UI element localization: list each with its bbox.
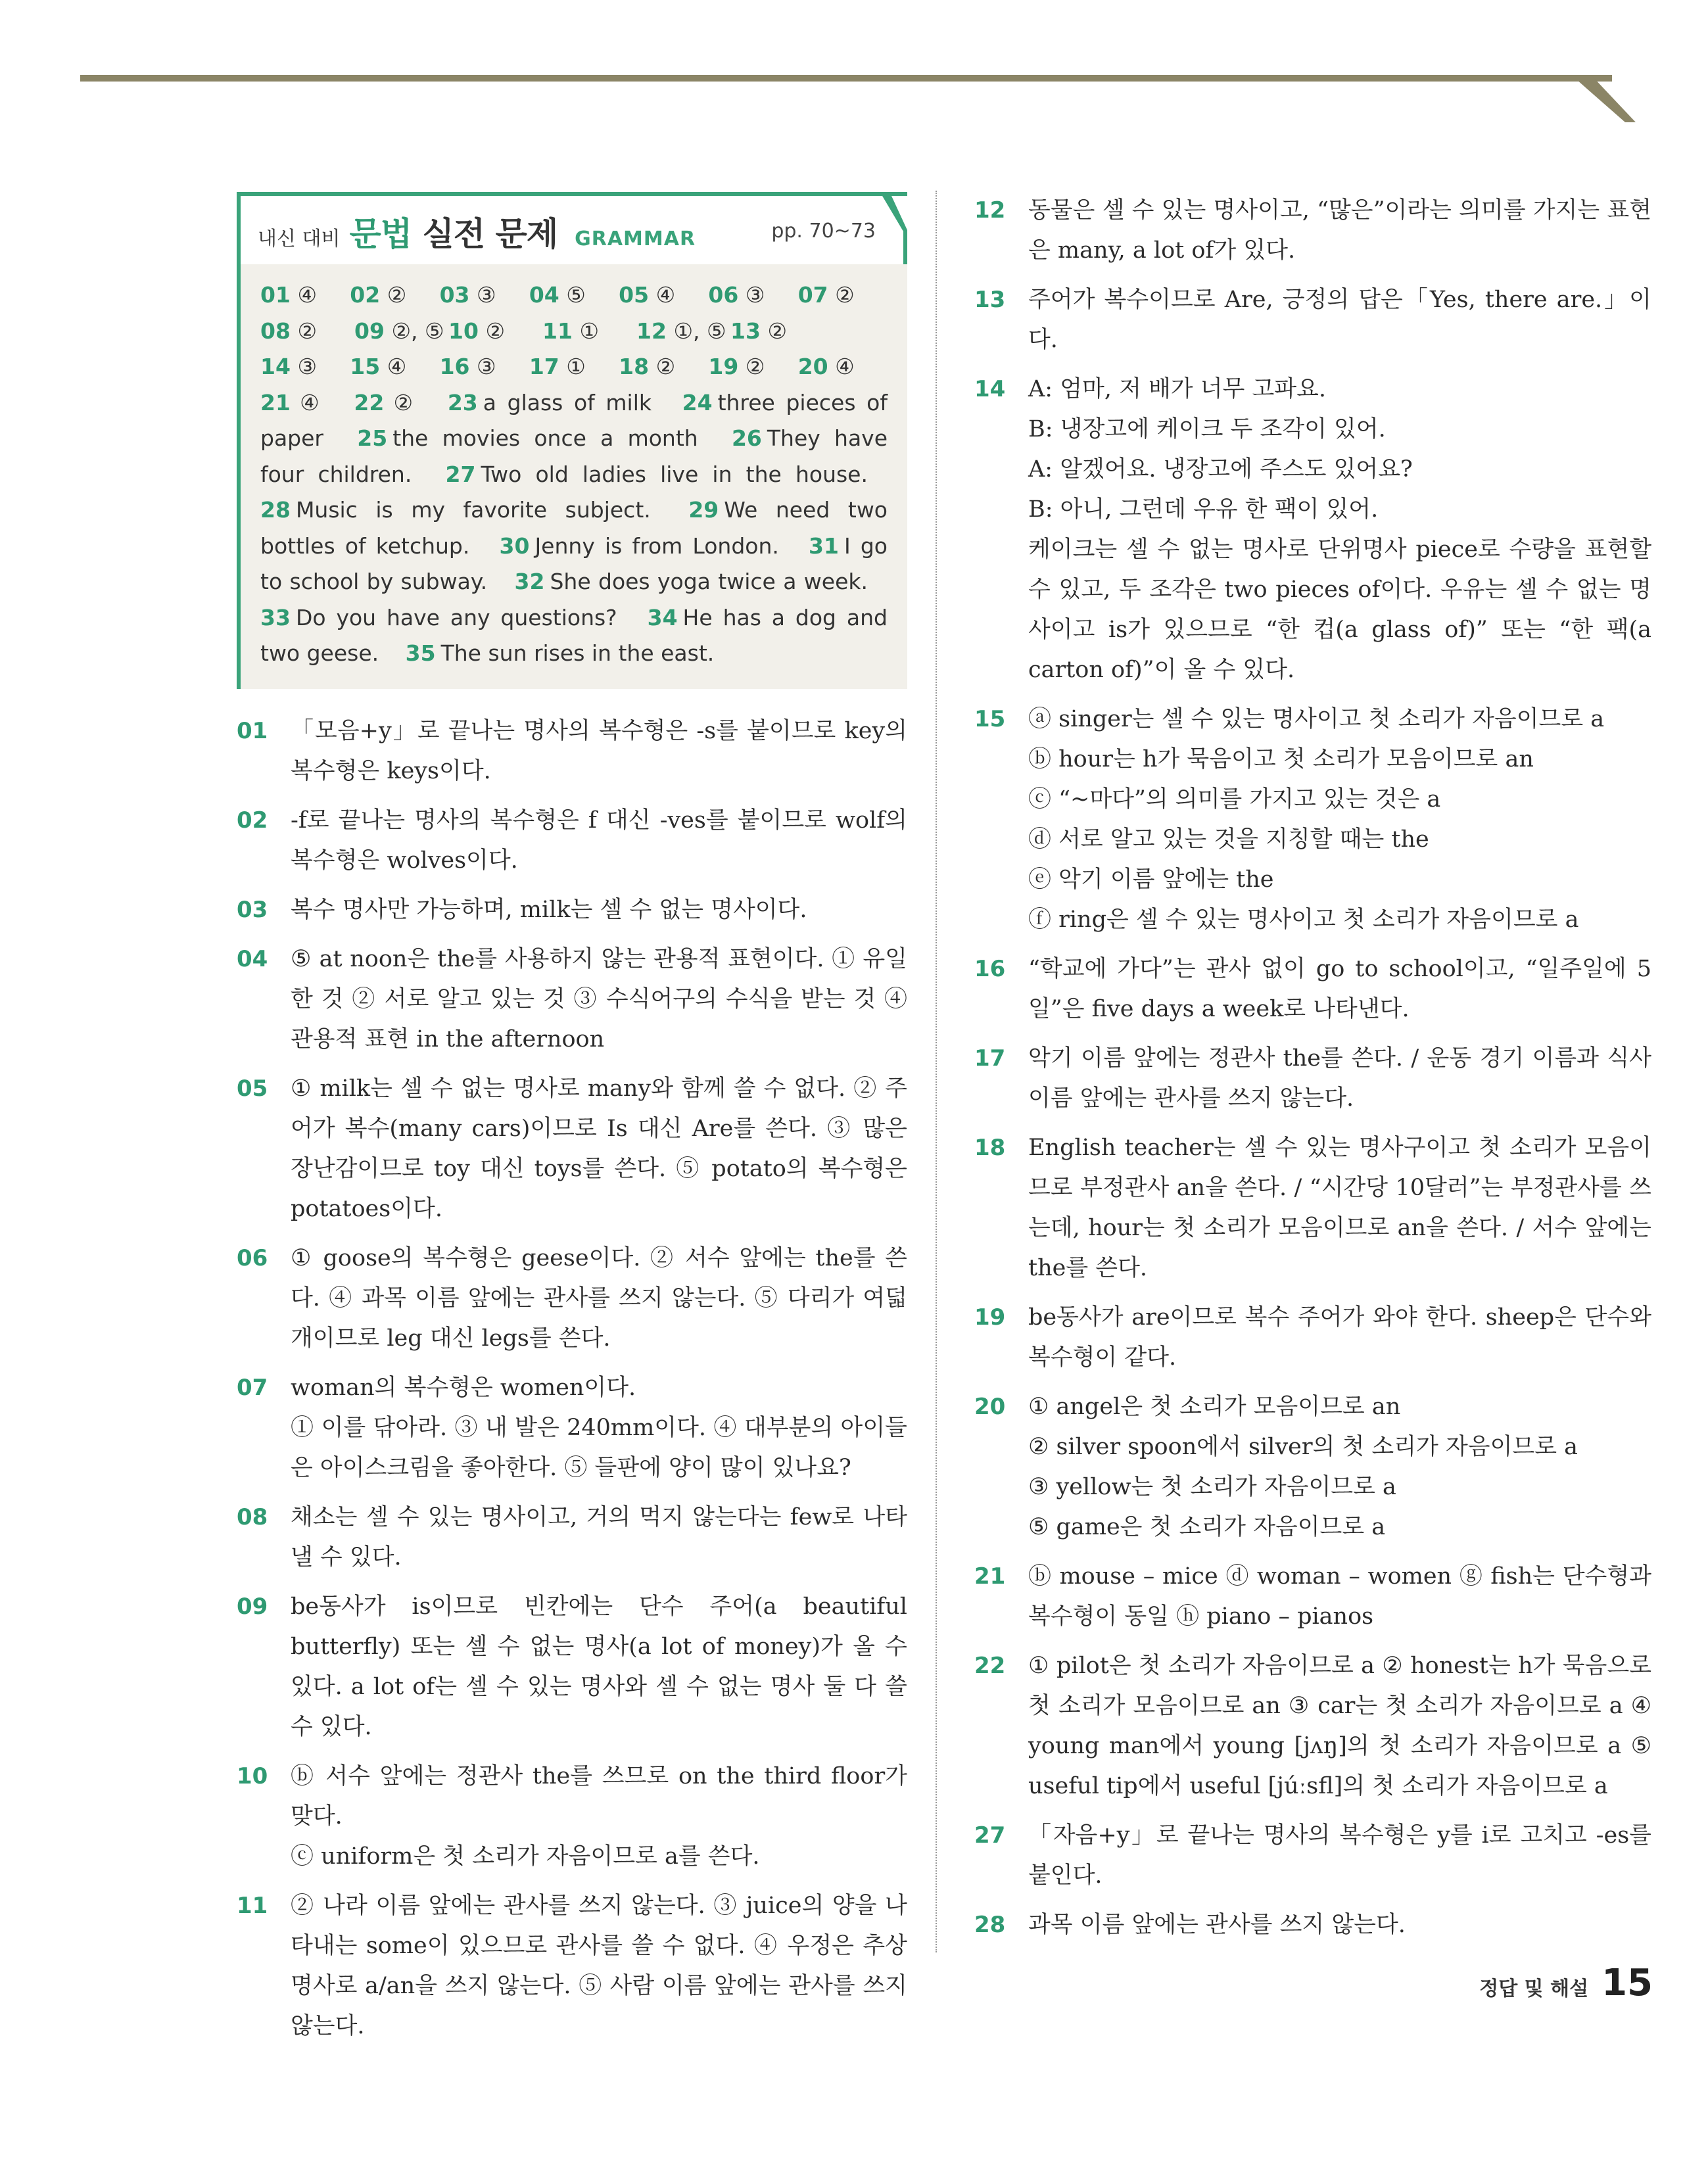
answer-item [529,349,619,385]
answer-number: 19 [708,354,739,379]
answer-number: 34 [647,604,678,630]
answer-value: ② [389,389,417,415]
answer-value: ② [485,318,506,344]
explanation-line: be동사가 are이므로 복수 주어가 와야 한다. sheep은 단수와 복수형이 같다. [1028,1304,1651,1371]
explanation-line: 케이크는 셀 수 없는 명사로 단위명사 piece로 수량을 표현할 수 있고, 두 조각은 two pieces of이다. 우유는 셀 수 없는 명사이고 is가 있으므로 “한 컵(a glass of)” 또는 “한 팩(a carton of)”이 올 수 있다. [1028,536,1651,683]
explanation-number: 19 [974,1304,1006,1331]
answer-number: 15 [350,354,381,379]
answer-number: 08 [260,318,291,344]
answer-number: 20 [797,354,828,379]
answer-value: They have four children. [260,425,888,487]
explanation-line: ⓒ uniform은 첫 소리가 자음이므로 a를 쓴다. [291,1843,760,1870]
explanation-number: 27 [974,1822,1006,1849]
answer-key-box [237,192,907,689]
explanation-number: 05 [237,1075,268,1102]
answer-value: ④ [297,282,318,308]
explanation-item [974,369,1651,690]
explanation-item [237,1757,907,1877]
explanation-item [237,1239,907,1359]
answer-value: She does yoga twice a week. [550,569,868,594]
answer-number: 14 [260,354,291,379]
answer-number: 10 [448,318,479,344]
top-rule-corner [0,0,1708,131]
header-pages: pp. 70~73 [771,220,876,243]
answer-value: ②, ⑤ [391,318,444,344]
header-corner [882,196,909,264]
answer-number: 13 [730,318,761,344]
answer-value: a glass of milk [483,389,652,415]
explanation-line: ⑤ at noon은 the를 사용하지 않는 관용적 표현이다. ① 유일한 것 ② 서로 알고 있는 것 ③ 수식어구의 수식을 받는 것 ④ 관용적 표현 in the afternoon [291,945,907,1052]
answer-item [636,314,730,350]
answer-value: ④ [295,389,323,415]
answer-number: 12 [636,318,667,344]
explanation-number: 13 [974,287,1006,313]
answer-value: ② [745,354,765,379]
answer-item [350,277,439,314]
explanation-item [237,801,907,881]
explanation-line: -f로 끝나는 명사의 복수형은 f 대신 -ves를 붙이므로 wolf의 복수형은 wolves이다. [291,807,907,874]
explanation-line: ① pilot은 첫 소리가 자음이므로 a ② honest는 h가 묵음으로 첫 소리가 모음이므로 an ③ car는 첫 소리가 자음이므로 a ④ young man에서 young [jʌŋ]의 첫 소리가 자음이므로 a ⑤ useful tip에서 useful [júːsfl]의 첫 소리가 자음이므로 a [1028,1653,1651,1799]
answer-item [350,349,439,385]
explanation-line: ① milk는 셀 수 없는 명사로 many와 함께 쓸 수 없다. ② 주어가 복수(many cars)이므로 Is 대신 Are를 쓴다. ③ 많은 장난감이므로 toy 대신 toys를 쓴다. ⑤ potato의 복수형은 potatoes이다. [291,1075,907,1222]
explanation-line: be동사가 is이므로 빈칸에는 단수 주어(a beautiful butterfly) 또는 셀 수 없는 명사(a lot of money)가 올 수 있다. a lot of는 셀 수 있는 명사와 셀 수 없는 명사 둘 다 쓸 수 있다. [291,1593,907,1740]
explanation-line: A: 엄마, 저 배가 너무 고파요. [1028,376,1327,402]
answer-item [708,349,797,385]
answer-number: 26 [731,425,762,451]
explanation-number: 12 [974,197,1006,224]
right-column [974,191,1651,1954]
explanation-item [237,1498,907,1578]
explanation-item [237,1069,907,1229]
answer-value: the movies once a month [392,425,698,451]
answer-number: 35 [405,640,436,666]
explanation-line: ⓑ mouse – mice ⓓ woman – women ⓖ fish는 단수형과 복수형이 동일 ⓗ piano – pianos [1028,1563,1651,1630]
explanation-line: 채소는 셀 수 있는 명사이고, 거의 먹지 않는다는 few로 나타낼 수 있다. [291,1503,907,1571]
answer-number: 21 [260,389,291,415]
answer-number: 31 [809,532,839,559]
answer-value: ① [579,318,600,344]
answer-value: Do you have any questions? [295,604,617,630]
explanation-item [237,890,907,930]
header-small-label: 내신 대비 [258,227,341,250]
answer-value: ③ [477,282,496,308]
answer-number: 06 [708,282,739,308]
answer-item [260,349,350,385]
answer-number: 17 [529,354,559,379]
answer-row [260,349,888,385]
header-title-green: 문법 [349,215,412,253]
answer-item [542,314,636,350]
answer-value: ①, ⑤ [673,318,726,344]
explanation-line: ② silver spoon에서 silver의 첫 소리가 자음이므로 a [1028,1434,1578,1460]
answer-item [440,277,529,314]
page-footer [1479,1962,1653,2004]
explanation-number: 10 [237,1762,268,1789]
answer-key-body [241,264,907,672]
explanation-number: 01 [237,717,268,744]
explanation-number: 15 [974,706,1006,732]
explanation-number: 04 [237,945,268,972]
explanation-line: ⓑ hour는 h가 묵음이고 첫 소리가 모음이므로 an [1028,746,1534,772]
answer-value: ② [655,354,676,379]
answer-text [260,385,888,672]
answer-number: 25 [357,425,388,451]
explanation-number: 16 [974,956,1006,982]
explanation-number: 07 [237,1374,268,1401]
answer-row [260,277,888,314]
explanation-item [974,949,1651,1029]
answer-value: ③ [297,354,318,379]
left-explanations [237,711,907,2046]
explanation-number: 03 [237,896,268,923]
answer-item [798,277,888,314]
explanation-line: 과목 이름 앞에는 관사를 쓰지 않는다. [1028,1912,1406,1938]
answer-item [260,314,354,350]
header-title [349,208,557,255]
answer-grid [260,277,888,385]
explanation-item [974,1557,1651,1637]
footer-label: 정답 및 해설 [1479,1977,1589,2000]
answer-number: 16 [439,354,470,379]
answer-value: ② [835,282,855,308]
answer-number: 07 [797,282,828,308]
explanation-line: ① goose의 복수형은 geese이다. ② 서수 앞에는 the를 쓴다. ④ 과목 이름 앞에는 관사를 쓰지 않는다. ⑤ 다리가 여덟 개이므로 leg 대신 legs를 쓴다. [291,1244,907,1352]
explanation-item [974,1905,1651,1945]
answer-item [448,314,542,350]
answer-number: 29 [688,497,719,523]
explanation-number: 20 [974,1394,1006,1420]
explanation-line: woman의 복수형은 women이다. [291,1374,636,1401]
header-section-tag: GRAMMAR [575,227,696,250]
explanation-line: ⓐ singer는 셀 수 있는 명사이고 첫 소리가 자음이므로 a [1028,706,1605,732]
explanation-number: 06 [237,1244,268,1271]
answer-value: ④ [387,354,407,379]
explanation-number: 18 [974,1135,1006,1161]
explanation-item [237,711,907,792]
answer-value: I go to school by subway. [260,532,888,594]
answer-item [708,277,797,314]
column-divider [936,191,937,1952]
explanation-line: ⑤ game은 첫 소리가 자음이므로 a [1028,1514,1386,1540]
explanation-line: B: 냉장고에 케이크 두 조각이 있어. [1028,416,1386,442]
explanation-line: B: 아니, 그런데 우유 한 팩이 있어. [1028,496,1379,523]
explanation-line: ① angel은 첫 소리가 모음이므로 an [1028,1394,1401,1420]
explanation-item [974,1816,1651,1896]
answer-value: The sun rises in the east. [440,640,715,666]
answer-number: 28 [260,497,291,523]
explanation-line: ⓒ “~마다”의 의미를 가지고 있는 것은 a [1028,786,1441,813]
answer-value: Music is my favorite subject. [295,497,651,523]
answer-number: 18 [619,354,650,379]
explanation-line: A: 알겠어요. 냉장고에 주스도 있어요? [1028,456,1413,483]
answer-number: 33 [260,604,291,630]
answer-number: 32 [514,569,545,594]
answer-value: ③ [745,282,765,308]
answer-number: 05 [619,282,650,308]
explanation-line: 동물은 셀 수 있는 명사이고, “많은”이라는 의미를 가지는 표현은 many, a lot of가 있다. [1028,197,1651,264]
explanation-item [237,939,907,1060]
explanation-line: 악기 이름 앞에는 정관사 the를 쓴다. / 운동 경기 이름과 식사 이름 앞에는 관사를 쓰지 않는다. [1028,1045,1651,1112]
answer-number: 11 [542,318,573,344]
explanation-line: ⓑ 서수 앞에는 정관사 the를 쓰므로 on the third floor가 맞다. [291,1762,907,1830]
answer-value: three pieces of paper [260,389,888,451]
left-column [237,192,907,2056]
answer-number: 01 [260,282,291,308]
answer-item [354,314,448,350]
explanation-item [974,1387,1651,1548]
answer-value: Jenny is from London. [534,532,779,559]
answer-number: 27 [445,461,476,487]
answer-item [529,277,619,314]
explanation-number: 02 [237,807,268,834]
answer-key-header [241,196,907,264]
explanation-line: 복수 명사만 가능하며, milk는 셀 수 없는 명사이다. [291,896,807,923]
explanation-line: ⓔ 악기 이름 앞에는 the [1028,866,1274,893]
explanation-number: 21 [974,1563,1006,1590]
answer-value: ② [387,282,407,308]
explanation-number: 28 [974,1912,1006,1938]
answer-value: ② [767,318,788,344]
answer-item [619,349,708,385]
answer-item [798,349,888,385]
explanation-line: ⓓ 서로 알고 있는 것을 지칭할 때는 the [1028,826,1429,853]
explanation-number: 08 [237,1503,268,1530]
answer-item [260,277,350,314]
explanation-item [974,1128,1651,1288]
answer-item [619,277,708,314]
answer-value: Two old ladies live in the house. [481,461,868,487]
answer-value: ⑤ [566,282,586,308]
explanation-number: 22 [974,1653,1006,1679]
answer-number: 23 [447,389,478,415]
explanation-item [974,699,1651,940]
explanation-line: 주어가 복수이므로 Are, 긍정의 답은「Yes, there are.」이다. [1028,287,1651,353]
answer-value: He has a dog and two geese. [260,604,888,666]
answer-number: 24 [682,389,713,415]
answer-number: 22 [354,389,385,415]
answer-value: ④ [835,354,855,379]
answer-row [260,314,888,350]
explanation-number: 14 [974,376,1006,402]
answer-number: 09 [354,318,385,344]
answer-value: ④ [655,282,676,308]
explanation-number: 17 [974,1045,1006,1072]
answer-value: ① [566,354,586,379]
explanation-line: ⓕ ring은 셀 수 있는 명사이고 첫 소리가 자음이므로 a [1028,907,1579,933]
explanation-line: English teacher는 셀 수 있는 명사구이고 첫 소리가 모음이므로 부정관사 an을 쓴다. / “시간당 10달러”는 부정관사를 쓰는데, hour는 첫 소리가 모음이므로 an을 쓴다. / 서수 앞에는 the를 쓴다. [1028,1135,1651,1281]
explanation-item [974,191,1651,271]
answer-number: 02 [350,282,381,308]
explanation-number: 11 [237,1892,268,1919]
header-title-rest: 실전 문제 [422,215,558,253]
explanation-line: 「모음+y」로 끝나는 명사의 복수형은 -s를 붙이므로 key의 복수형은 keys이다. [291,717,907,784]
explanation-item [237,1368,907,1488]
explanation-item [237,1587,907,1747]
explanation-line: 「자음+y」로 끝나는 명사의 복수형은 y를 i로 고치고 -es를 붙인다. [1028,1822,1651,1889]
explanation-line: ② 나라 이름 앞에는 관사를 쓰지 않는다. ③ juice의 양을 나타내는 some이 있으므로 관사를 쓸 수 없다. ④ 우정은 추상명사로 a/an을 쓰지 않는다. ⑤ 사람 이름 앞에는 관사를 쓰지 않는다. [291,1892,907,2039]
explanation-line: “학교에 가다”는 관사 없이 go to school이고, “일주일에 5일”은 five days a week로 나타낸다. [1028,956,1651,1022]
answer-value: We need two bottles of ketchup. [260,497,888,559]
page-number: 15 [1601,1962,1653,2004]
explanation-item [237,1886,907,2046]
answer-item [440,349,529,385]
explanation-number: 09 [237,1593,268,1620]
answer-number: 03 [439,282,470,308]
answer-value: ② [297,318,318,344]
answer-item [730,314,824,350]
right-explanations [974,191,1651,1945]
explanation-item [974,1298,1651,1378]
answer-number: 04 [529,282,559,308]
explanation-line: ③ yellow는 첫 소리가 자음이므로 a [1028,1474,1396,1500]
explanation-item [974,1039,1651,1119]
explanation-line: ① 이를 닦아라. ③ 내 발은 240mm이다. ④ 대부분의 아이들은 아이스크림을 좋아한다. ⑤ 들판에 양이 많이 있나요? [291,1414,907,1481]
answer-value: ③ [477,354,496,379]
explanation-item [974,1646,1651,1807]
explanation-item [974,280,1651,360]
answer-number: 30 [499,532,530,559]
